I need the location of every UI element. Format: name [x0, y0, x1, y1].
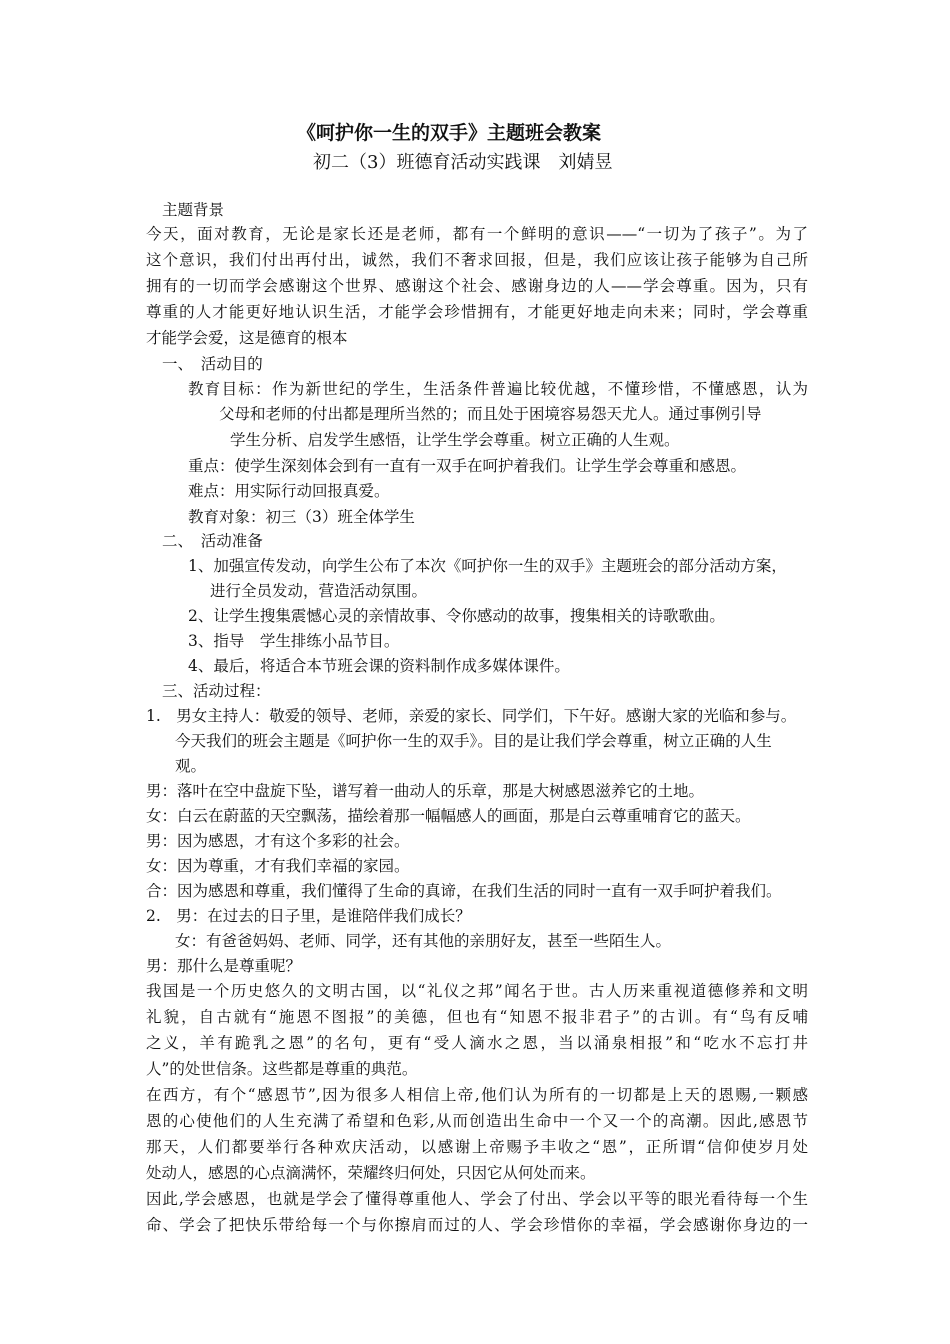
paragraph-line: 尊重的人才能更好地认识生活，才能学会珍惜拥有，才能更好地走向未来；同时，学会尊重 — [146, 303, 808, 321]
list-item: 2、让学生搜集震憾心灵的亲情故事、令你感动的故事，搜集相关的诗歌歌曲。 — [188, 607, 725, 625]
paragraph-line: 男：那什么是尊重呢？ — [146, 957, 302, 975]
paragraph-line: 我国是一个历史悠久的文明古国，以“礼仪之邦”闻名于世。古人历来重视道德修养和文明 — [146, 982, 808, 1000]
paragraph-line: 父母和老师的付出都是理所当然的；而且处于困境容易怨天尤人。通过事例引导 — [219, 405, 762, 423]
list-item: 3、指导 学生排练小品节目。 — [188, 632, 400, 650]
paragraph-line: 命、学会了把快乐带给每一个与你擦肩而过的人、学会珍惜你的幸福，学会感谢你身边的一 — [146, 1216, 808, 1234]
section-heading-goals: 一、 活动目的 — [162, 355, 263, 373]
paragraph-line: 难点：用实际行动回报真爱。 — [188, 482, 390, 500]
paragraph-line: 之义，羊有跪乳之恩”的名句，更有“受人滴水之恩，当以涌泉相报”和“吃水不忘打井 — [146, 1034, 808, 1052]
paragraph-line: 学生分析、启发学生感悟，让学生学会尊重。树立正确的人生观。 — [230, 431, 680, 449]
paragraph-line: 2. 男：在过去的日子里，是谁陪伴我们成长？ — [146, 907, 471, 925]
paragraph-line: 女：因为尊重，才有我们幸福的家园。 — [146, 857, 410, 875]
paragraph-line: 拥有的一切而学会感谢这个世界、感谢这个社会、感谢身边的人——学会尊重。因为，只有 — [146, 277, 808, 295]
paragraph-line: 在西方，有个“感恩节”,因为很多人相信上帝,他们认为所有的一切都是上天的恩赐,一颗感 — [146, 1086, 808, 1104]
section-heading-background: 主题背景 — [162, 201, 225, 219]
paragraph-line: 观。 — [175, 757, 207, 775]
paragraph-line: 合：因为感恩和尊重，我们懂得了生命的真谛，在我们生活的同时一直有一双手呵护着我们。 — [146, 882, 782, 900]
paragraph-line: 这个意识，我们付出再付出，诚然，我们不奢求回报，但是，我们应该让孩子能够为自己所 — [146, 251, 808, 269]
paragraph-line: 礼貌，自古就有“施恩不图报”的美德，但也有“知恩不报非君子”的古训。有“鸟有反哺 — [146, 1008, 808, 1026]
paragraph-line: 女：白云在蔚蓝的天空飘荡，描绘着那一幅幅感人的画面，那是白云尊重哺育它的蓝天。 — [146, 807, 751, 825]
paragraph-line: 才能学会爱，这是德育的根本 — [146, 329, 348, 347]
paragraph-line: 今天我们的班会主题是《呵护你一生的双手》。目的是让我们学会尊重，树立正确的人生 — [175, 732, 772, 750]
paragraph-line: 男：落叶在空中盘旋下坠，谱写着一曲动人的乐章，那是大树感恩滋养它的土地。 — [146, 782, 705, 800]
paragraph-line: 1. 男女主持人：敬爱的领导、老师，亲爱的家长、同学们，下午好。感谢大家的光临和参与。 — [146, 707, 797, 725]
paragraph-line: 恩的心使他们的人生充满了希望和色彩,从而创造出生命中一个又一个的高潮。因此,感恩节 — [146, 1112, 808, 1130]
paragraph-line: 教育目标：作为新世纪的学生，生活条件普遍比较优越，不懂珍惜，不懂感恩，认为 — [188, 380, 808, 398]
paragraph-line: 男：因为感恩，才有这个多彩的社会。 — [146, 832, 410, 850]
paragraph-line: 处动人，感恩的心点滴满怀，荣耀终归何处，只因它从何处而来。 — [146, 1164, 596, 1182]
paragraph-line: 因此,学会感恩，也就是学会了懂得尊重他人、学会了付出、学会以平等的眼光看待每一个生 — [146, 1190, 808, 1208]
section-heading-preparation: 二、 活动准备 — [162, 532, 263, 550]
paragraph-line: 教育对象：初三（3）班全体学生 — [188, 508, 415, 526]
section-heading-process: 三、活动过程： — [162, 682, 271, 700]
document-subtitle: 初二（3）班德育活动实践课 刘婧昱 — [313, 152, 613, 173]
list-item: 1、加强宣传发动，向学生公布了本次《呵护你一生的双手》主题班会的部分活动方案， — [188, 557, 787, 575]
list-item: 进行全员发动，营造活动氛围。 — [210, 582, 428, 600]
paragraph-line: 今天，面对教育，无论是家长还是老师，都有一个鲜明的意识——“一切为了孩子”。为了 — [146, 225, 808, 243]
list-item: 4、最后，将适合本节班会课的资料制作成多媒体课件。 — [188, 657, 570, 675]
paragraph-line: 女：有爸爸妈妈、老师、同学，还有其他的亲朋好友，甚至一些陌生人。 — [175, 932, 672, 950]
paragraph-line: 人”的处世信条。这些都是尊重的典范。 — [146, 1060, 418, 1078]
paragraph-line: 那天，人们都要举行各种欢庆活动，以感谢上帝赐予丰收之“恩”，正所谓“信仰使岁月处 — [146, 1138, 808, 1156]
document-title: 《呵护你一生的双手》主题班会教案 — [297, 122, 602, 144]
paragraph-line: 重点：使学生深刻体会到有一直有一双手在呵护着我们。让学生学会尊重和感恩。 — [188, 457, 747, 475]
